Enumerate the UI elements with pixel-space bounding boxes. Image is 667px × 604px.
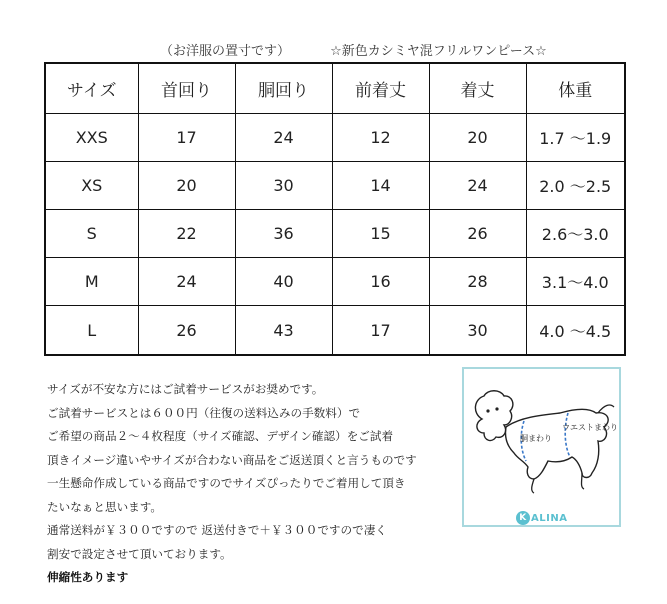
cell-neck: 24 xyxy=(138,258,235,306)
note-line: ご希望の商品２～４枚程度（サイズ確認、デザイン確認）をご試着 xyxy=(47,429,394,443)
stretch-note: 伸縮性あります xyxy=(47,570,129,584)
header-neck: 首回り xyxy=(138,63,235,113)
cell-weight: 4.0 〜4.5 xyxy=(526,306,625,355)
header-weight: 体重 xyxy=(526,63,625,113)
note-line: 割安で設定させて頂いております。 xyxy=(47,546,232,561)
brand-logo xyxy=(516,511,567,525)
body-label: 胴まわり xyxy=(520,434,552,443)
dog-illustration-icon xyxy=(464,369,619,525)
caption xyxy=(160,40,547,59)
cell-neck: 22 xyxy=(138,209,235,257)
header-length: 着丈 xyxy=(429,63,526,113)
note-line: ご試着サービスとは６００円（往復の送料込みの手数料）で xyxy=(47,405,361,420)
cell-size: XS xyxy=(45,161,138,209)
header-size: サイズ xyxy=(45,63,138,113)
cell-length: 28 xyxy=(429,258,526,306)
caption-left: （お洋服の置寸です） xyxy=(160,44,291,59)
cell-length: 30 xyxy=(429,306,526,355)
logo-mark: K xyxy=(516,511,530,525)
cell-neck: 26 xyxy=(138,306,235,355)
cell-chest: 30 xyxy=(235,161,332,209)
note-line: 通常送料が￥３００ですので 返送付きで＋￥３００ですので凄く xyxy=(47,523,387,537)
cell-neck: 17 xyxy=(138,113,235,161)
note-line: サイズが不安な方にはご試着サービスがお奨めです。 xyxy=(47,382,324,396)
cell-size: XXS xyxy=(45,113,138,161)
cell-weight: 2.6〜3.0 xyxy=(526,209,625,257)
table-row xyxy=(45,306,625,355)
table-row xyxy=(45,161,625,209)
cell-weight: 2.0 〜2.5 xyxy=(526,161,625,209)
cell-chest: 24 xyxy=(235,113,332,161)
cell-chest: 36 xyxy=(235,209,332,257)
cell-size: M xyxy=(45,258,138,306)
cell-front-length: 17 xyxy=(332,306,429,355)
cell-weight: 1.7 〜1.9 xyxy=(526,113,625,161)
cell-front-length: 14 xyxy=(332,161,429,209)
size-table xyxy=(44,62,626,356)
cell-weight: 3.1〜4.0 xyxy=(526,258,625,306)
header-front-length: 前着丈 xyxy=(332,63,429,113)
table-row xyxy=(45,258,625,306)
cell-front-length: 15 xyxy=(332,209,429,257)
table-row xyxy=(45,113,625,161)
cell-size: L xyxy=(45,306,138,355)
cell-front-length: 16 xyxy=(332,258,429,306)
cell-length: 26 xyxy=(429,209,526,257)
header-chest: 胴回り xyxy=(235,63,332,113)
caption-title: ☆新色カシミヤ混フリルワンピース☆ xyxy=(330,44,547,59)
waist-label: ウエストまわり xyxy=(562,423,618,432)
cell-chest: 43 xyxy=(235,306,332,355)
cell-neck: 20 xyxy=(138,161,235,209)
table-header-row xyxy=(45,63,625,113)
table-row xyxy=(45,209,625,257)
cell-size: S xyxy=(45,209,138,257)
dog-measurement-diagram xyxy=(462,367,621,527)
notes xyxy=(47,378,467,590)
cell-chest: 40 xyxy=(235,258,332,306)
cell-front-length: 12 xyxy=(332,113,429,161)
cell-length: 20 xyxy=(429,113,526,161)
note-line: 頂きイメージ違いやサイズが合わない商品をご返送頂くと言うものです xyxy=(47,452,417,467)
note-line: たいなぁと思います。 xyxy=(47,499,163,514)
cell-length: 24 xyxy=(429,161,526,209)
note-line: 一生懸命作成している商品ですのでサイズぴったりでご着用して頂き xyxy=(47,476,406,490)
logo-text: ALINA xyxy=(531,513,568,524)
